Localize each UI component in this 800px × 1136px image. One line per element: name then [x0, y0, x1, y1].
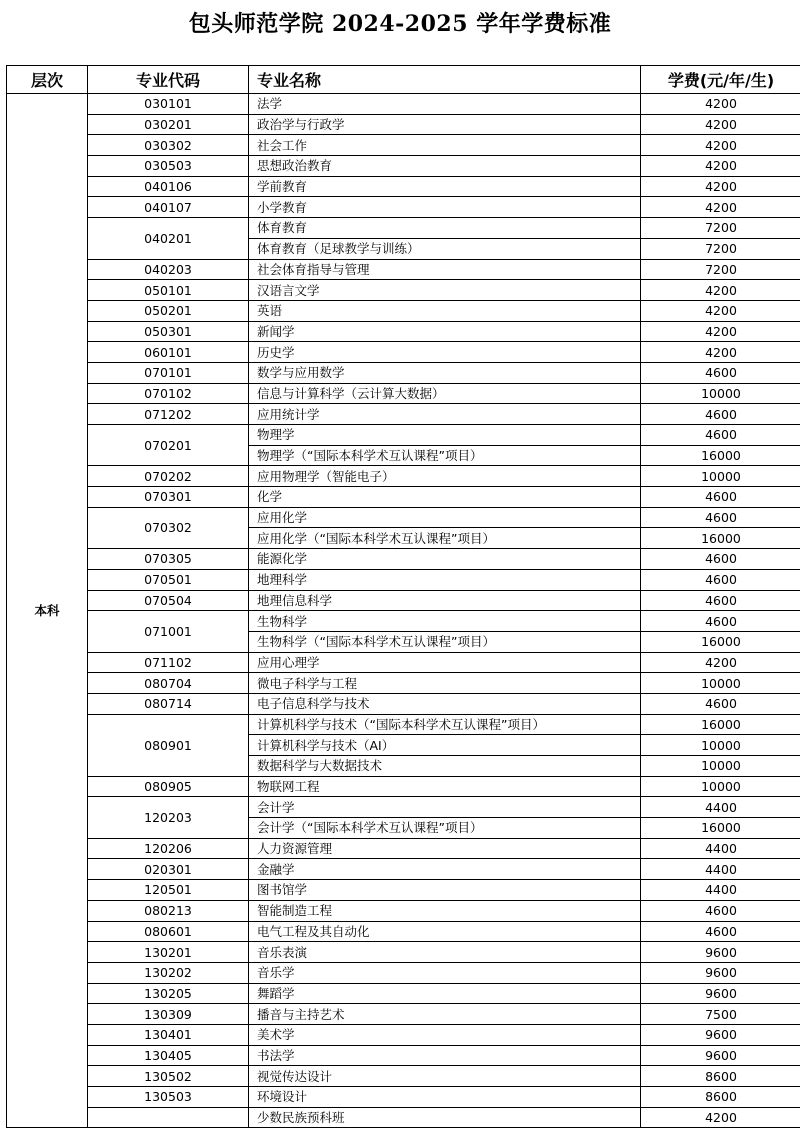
major-name-cell: 应用物理学（智能电子）	[249, 466, 641, 487]
table-row	[7, 300, 800, 321]
table-row	[7, 693, 800, 714]
tuition-fee-cell: 16000	[641, 631, 800, 652]
major-code-cell: 070201	[88, 425, 249, 466]
major-name-cell: 体育教育	[249, 218, 641, 239]
tuition-fee-cell: 4600	[641, 611, 800, 632]
major-code-cell: 030302	[88, 135, 249, 156]
table-row	[7, 838, 800, 859]
major-name-cell: 地理科学	[249, 569, 641, 590]
tuition-fee-cell: 10000	[641, 466, 800, 487]
major-code-cell: 030503	[88, 156, 249, 177]
major-code-cell: 040203	[88, 259, 249, 280]
tuition-fee-cell: 8600	[641, 1087, 800, 1108]
major-code-cell: 080213	[88, 900, 249, 921]
major-code-cell: 070102	[88, 383, 249, 404]
table-row	[7, 362, 800, 383]
table-row	[7, 1087, 800, 1108]
major-code-cell: 080714	[88, 693, 249, 714]
tuition-fee-cell: 16000	[641, 445, 800, 466]
tuition-fee-cell: 16000	[641, 818, 800, 839]
major-code-cell: 040201	[88, 218, 249, 259]
header-code: 专业代码	[88, 66, 249, 94]
major-code-cell: 130205	[88, 983, 249, 1004]
major-name-cell: 数学与应用数学	[249, 362, 641, 383]
major-name-cell: 历史学	[249, 342, 641, 363]
table-row	[7, 549, 800, 570]
major-name-cell: 智能制造工程	[249, 900, 641, 921]
major-name-cell: 能源化学	[249, 549, 641, 570]
table-row	[7, 983, 800, 1004]
major-name-cell: 新闻学	[249, 321, 641, 342]
tuition-fee-cell: 4200	[641, 176, 800, 197]
tuition-fee-cell: 4600	[641, 404, 800, 425]
table-row	[7, 590, 800, 611]
major-code-cell: 130201	[88, 942, 249, 963]
major-name-cell: 计算机科学与技术（“国际本科学术互认课程”项目）	[249, 714, 641, 735]
major-code-cell: 070202	[88, 466, 249, 487]
major-name-cell: 物理学	[249, 425, 641, 446]
major-code-cell: 130202	[88, 962, 249, 983]
major-code-cell: 070301	[88, 487, 249, 508]
major-code-cell: 130405	[88, 1045, 249, 1066]
header-row	[7, 66, 800, 94]
tuition-fee-cell: 4200	[641, 652, 800, 673]
major-name-cell: 舞蹈学	[249, 983, 641, 1004]
header-name: 专业名称	[249, 66, 641, 94]
major-name-cell: 书法学	[249, 1045, 641, 1066]
tuition-fee-cell: 4600	[641, 569, 800, 590]
major-name-cell: 图书馆学	[249, 880, 641, 901]
table-row	[7, 321, 800, 342]
tuition-fee-cell: 4200	[641, 342, 800, 363]
table-row	[7, 797, 800, 818]
major-name-cell: 学前教育	[249, 176, 641, 197]
major-name-cell: 法学	[249, 94, 641, 115]
tuition-fee-cell: 4600	[641, 425, 800, 446]
tuition-fee-cell: 4600	[641, 487, 800, 508]
table-row	[7, 135, 800, 156]
tuition-fee-cell: 16000	[641, 528, 800, 549]
major-name-cell: 会计学（“国际本科学术互认课程”项目）	[249, 818, 641, 839]
major-code-cell: 120203	[88, 797, 249, 838]
major-code-cell: 120206	[88, 838, 249, 859]
table-row	[7, 466, 800, 487]
table-row	[7, 507, 800, 528]
major-name-cell: 政治学与行政学	[249, 114, 641, 135]
major-name-cell: 思想政治教育	[249, 156, 641, 177]
table-row	[7, 569, 800, 590]
major-name-cell: 体育教育（足球教学与训练）	[249, 238, 641, 259]
table-row	[7, 342, 800, 363]
major-name-cell: 计算机科学与技术（AI）	[249, 735, 641, 756]
tuition-fee-cell: 4600	[641, 921, 800, 942]
major-name-cell: 少数民族预科班	[249, 1107, 641, 1128]
major-code-cell: 030101	[88, 94, 249, 115]
tuition-fee-cell: 4600	[641, 590, 800, 611]
tuition-fee-cell: 4400	[641, 880, 800, 901]
major-name-cell: 电气工程及其自动化	[249, 921, 641, 942]
table-row	[7, 652, 800, 673]
major-code-cell: 050301	[88, 321, 249, 342]
major-name-cell: 电子信息科学与技术	[249, 693, 641, 714]
table-row	[7, 962, 800, 983]
tuition-fee-cell: 10000	[641, 776, 800, 797]
table-row	[7, 156, 800, 177]
tuition-fee-cell: 10000	[641, 383, 800, 404]
major-name-cell: 音乐学	[249, 962, 641, 983]
major-code-cell: 030201	[88, 114, 249, 135]
major-code-cell: 050201	[88, 300, 249, 321]
table-row	[7, 280, 800, 301]
tuition-fee-cell: 9600	[641, 942, 800, 963]
tuition-fee-cell: 4400	[641, 859, 800, 880]
tuition-fee-cell: 7200	[641, 218, 800, 239]
major-name-cell: 生物科学（“国际本科学术互认课程”项目）	[249, 631, 641, 652]
table-row	[7, 1024, 800, 1045]
table-row	[7, 611, 800, 632]
tuition-fee-cell: 4400	[641, 797, 800, 818]
major-name-cell: 人力资源管理	[249, 838, 641, 859]
major-code-cell: 130502	[88, 1066, 249, 1087]
major-name-cell: 应用统计学	[249, 404, 641, 425]
major-name-cell: 社会体育指导与管理	[249, 259, 641, 280]
table-row	[7, 1045, 800, 1066]
tuition-fee-cell: 9600	[641, 962, 800, 983]
table-row	[7, 425, 800, 446]
major-code-cell: 080704	[88, 673, 249, 694]
tuition-fee-cell: 4400	[641, 838, 800, 859]
level-cell: 本科	[7, 94, 88, 1128]
major-name-cell: 物理学（“国际本科学术互认课程”项目）	[249, 445, 641, 466]
tuition-fee-cell: 4200	[641, 300, 800, 321]
major-code-cell: 120501	[88, 880, 249, 901]
table-row	[7, 859, 800, 880]
major-code-cell: 130503	[88, 1087, 249, 1108]
major-code-cell: 070302	[88, 507, 249, 548]
major-name-cell: 物联网工程	[249, 776, 641, 797]
major-name-cell: 社会工作	[249, 135, 641, 156]
tuition-fee-cell: 4200	[641, 135, 800, 156]
table-row	[7, 404, 800, 425]
tuition-fee-cell: 4200	[641, 1107, 800, 1128]
major-code-cell: 070501	[88, 569, 249, 590]
tuition-fee-cell: 10000	[641, 756, 800, 777]
major-name-cell: 会计学	[249, 797, 641, 818]
tuition-fee-cell: 7200	[641, 259, 800, 280]
tuition-fee-cell: 4200	[641, 197, 800, 218]
major-code-cell: 071001	[88, 611, 249, 652]
fee-table-body	[7, 94, 800, 1128]
header-level: 层次	[7, 66, 88, 94]
table-row	[7, 673, 800, 694]
tuition-fee-cell: 4600	[641, 900, 800, 921]
table-row	[7, 1004, 800, 1025]
major-name-cell: 视觉传达设计	[249, 1066, 641, 1087]
table-row	[7, 218, 800, 239]
tuition-fee-cell: 10000	[641, 735, 800, 756]
major-name-cell: 英语	[249, 300, 641, 321]
major-name-cell: 播音与主持艺术	[249, 1004, 641, 1025]
major-name-cell: 应用化学	[249, 507, 641, 528]
tuition-fee-cell: 8600	[641, 1066, 800, 1087]
page-title: 包头师范学院 2024-2025 学年学费标准	[188, 11, 612, 37]
major-code-cell: 020301	[88, 859, 249, 880]
tuition-fee-cell: 4600	[641, 362, 800, 383]
major-code-cell: 130401	[88, 1024, 249, 1045]
table-row	[7, 259, 800, 280]
tuition-fee-cell: 9600	[641, 983, 800, 1004]
tuition-fee-cell: 4200	[641, 94, 800, 115]
major-name-cell: 汉语言文学	[249, 280, 641, 301]
major-code-cell: 050101	[88, 280, 249, 301]
major-code-cell: 130309	[88, 1004, 249, 1025]
table-row	[7, 114, 800, 135]
fee-table	[6, 65, 800, 1128]
major-name-cell: 小学教育	[249, 197, 641, 218]
major-code-cell: 071102	[88, 652, 249, 673]
major-name-cell: 微电子科学与工程	[249, 673, 641, 694]
major-code-cell: 080901	[88, 714, 249, 776]
header-fee: 学费(元/年/生)	[641, 66, 800, 94]
major-code-cell: 060101	[88, 342, 249, 363]
table-row	[7, 776, 800, 797]
major-name-cell: 应用化学（“国际本科学术互认课程”项目）	[249, 528, 641, 549]
major-name-cell: 生物科学	[249, 611, 641, 632]
table-row	[7, 176, 800, 197]
major-code-cell: 040106	[88, 176, 249, 197]
major-code-cell: 071202	[88, 404, 249, 425]
major-name-cell: 美术学	[249, 1024, 641, 1045]
major-code-cell: 070305	[88, 549, 249, 570]
tuition-fee-cell: 7500	[641, 1004, 800, 1025]
major-name-cell: 金融学	[249, 859, 641, 880]
tuition-fee-cell: 16000	[641, 714, 800, 735]
major-name-cell: 应用心理学	[249, 652, 641, 673]
major-code-cell	[88, 1107, 249, 1128]
table-row	[7, 880, 800, 901]
major-code-cell: 080601	[88, 921, 249, 942]
table-row	[7, 94, 800, 115]
table-row	[7, 921, 800, 942]
table-row	[7, 714, 800, 735]
major-name-cell: 化学	[249, 487, 641, 508]
major-name-cell: 信息与计算科学（云计算大数据）	[249, 383, 641, 404]
major-code-cell: 070504	[88, 590, 249, 611]
tuition-fee-cell: 9600	[641, 1045, 800, 1066]
tuition-fee-cell: 4200	[641, 280, 800, 301]
major-name-cell: 环境设计	[249, 1087, 641, 1108]
tuition-fee-cell: 9600	[641, 1024, 800, 1045]
major-name-cell: 数据科学与大数据技术	[249, 756, 641, 777]
table-row	[7, 1066, 800, 1087]
table-row	[7, 942, 800, 963]
tuition-fee-cell: 4200	[641, 321, 800, 342]
major-name-cell: 音乐表演	[249, 942, 641, 963]
tuition-fee-cell: 10000	[641, 673, 800, 694]
major-code-cell: 040107	[88, 197, 249, 218]
tuition-fee-cell: 4200	[641, 156, 800, 177]
table-row	[7, 383, 800, 404]
major-name-cell: 地理信息科学	[249, 590, 641, 611]
table-row	[7, 197, 800, 218]
major-code-cell: 080905	[88, 776, 249, 797]
table-row	[7, 900, 800, 921]
tuition-fee-cell: 4600	[641, 549, 800, 570]
tuition-fee-cell: 4600	[641, 693, 800, 714]
tuition-fee-cell: 4200	[641, 114, 800, 135]
major-code-cell: 070101	[88, 362, 249, 383]
tuition-fee-cell: 7200	[641, 238, 800, 259]
table-row	[7, 487, 800, 508]
tuition-fee-cell: 4600	[641, 507, 800, 528]
table-row	[7, 1107, 800, 1128]
